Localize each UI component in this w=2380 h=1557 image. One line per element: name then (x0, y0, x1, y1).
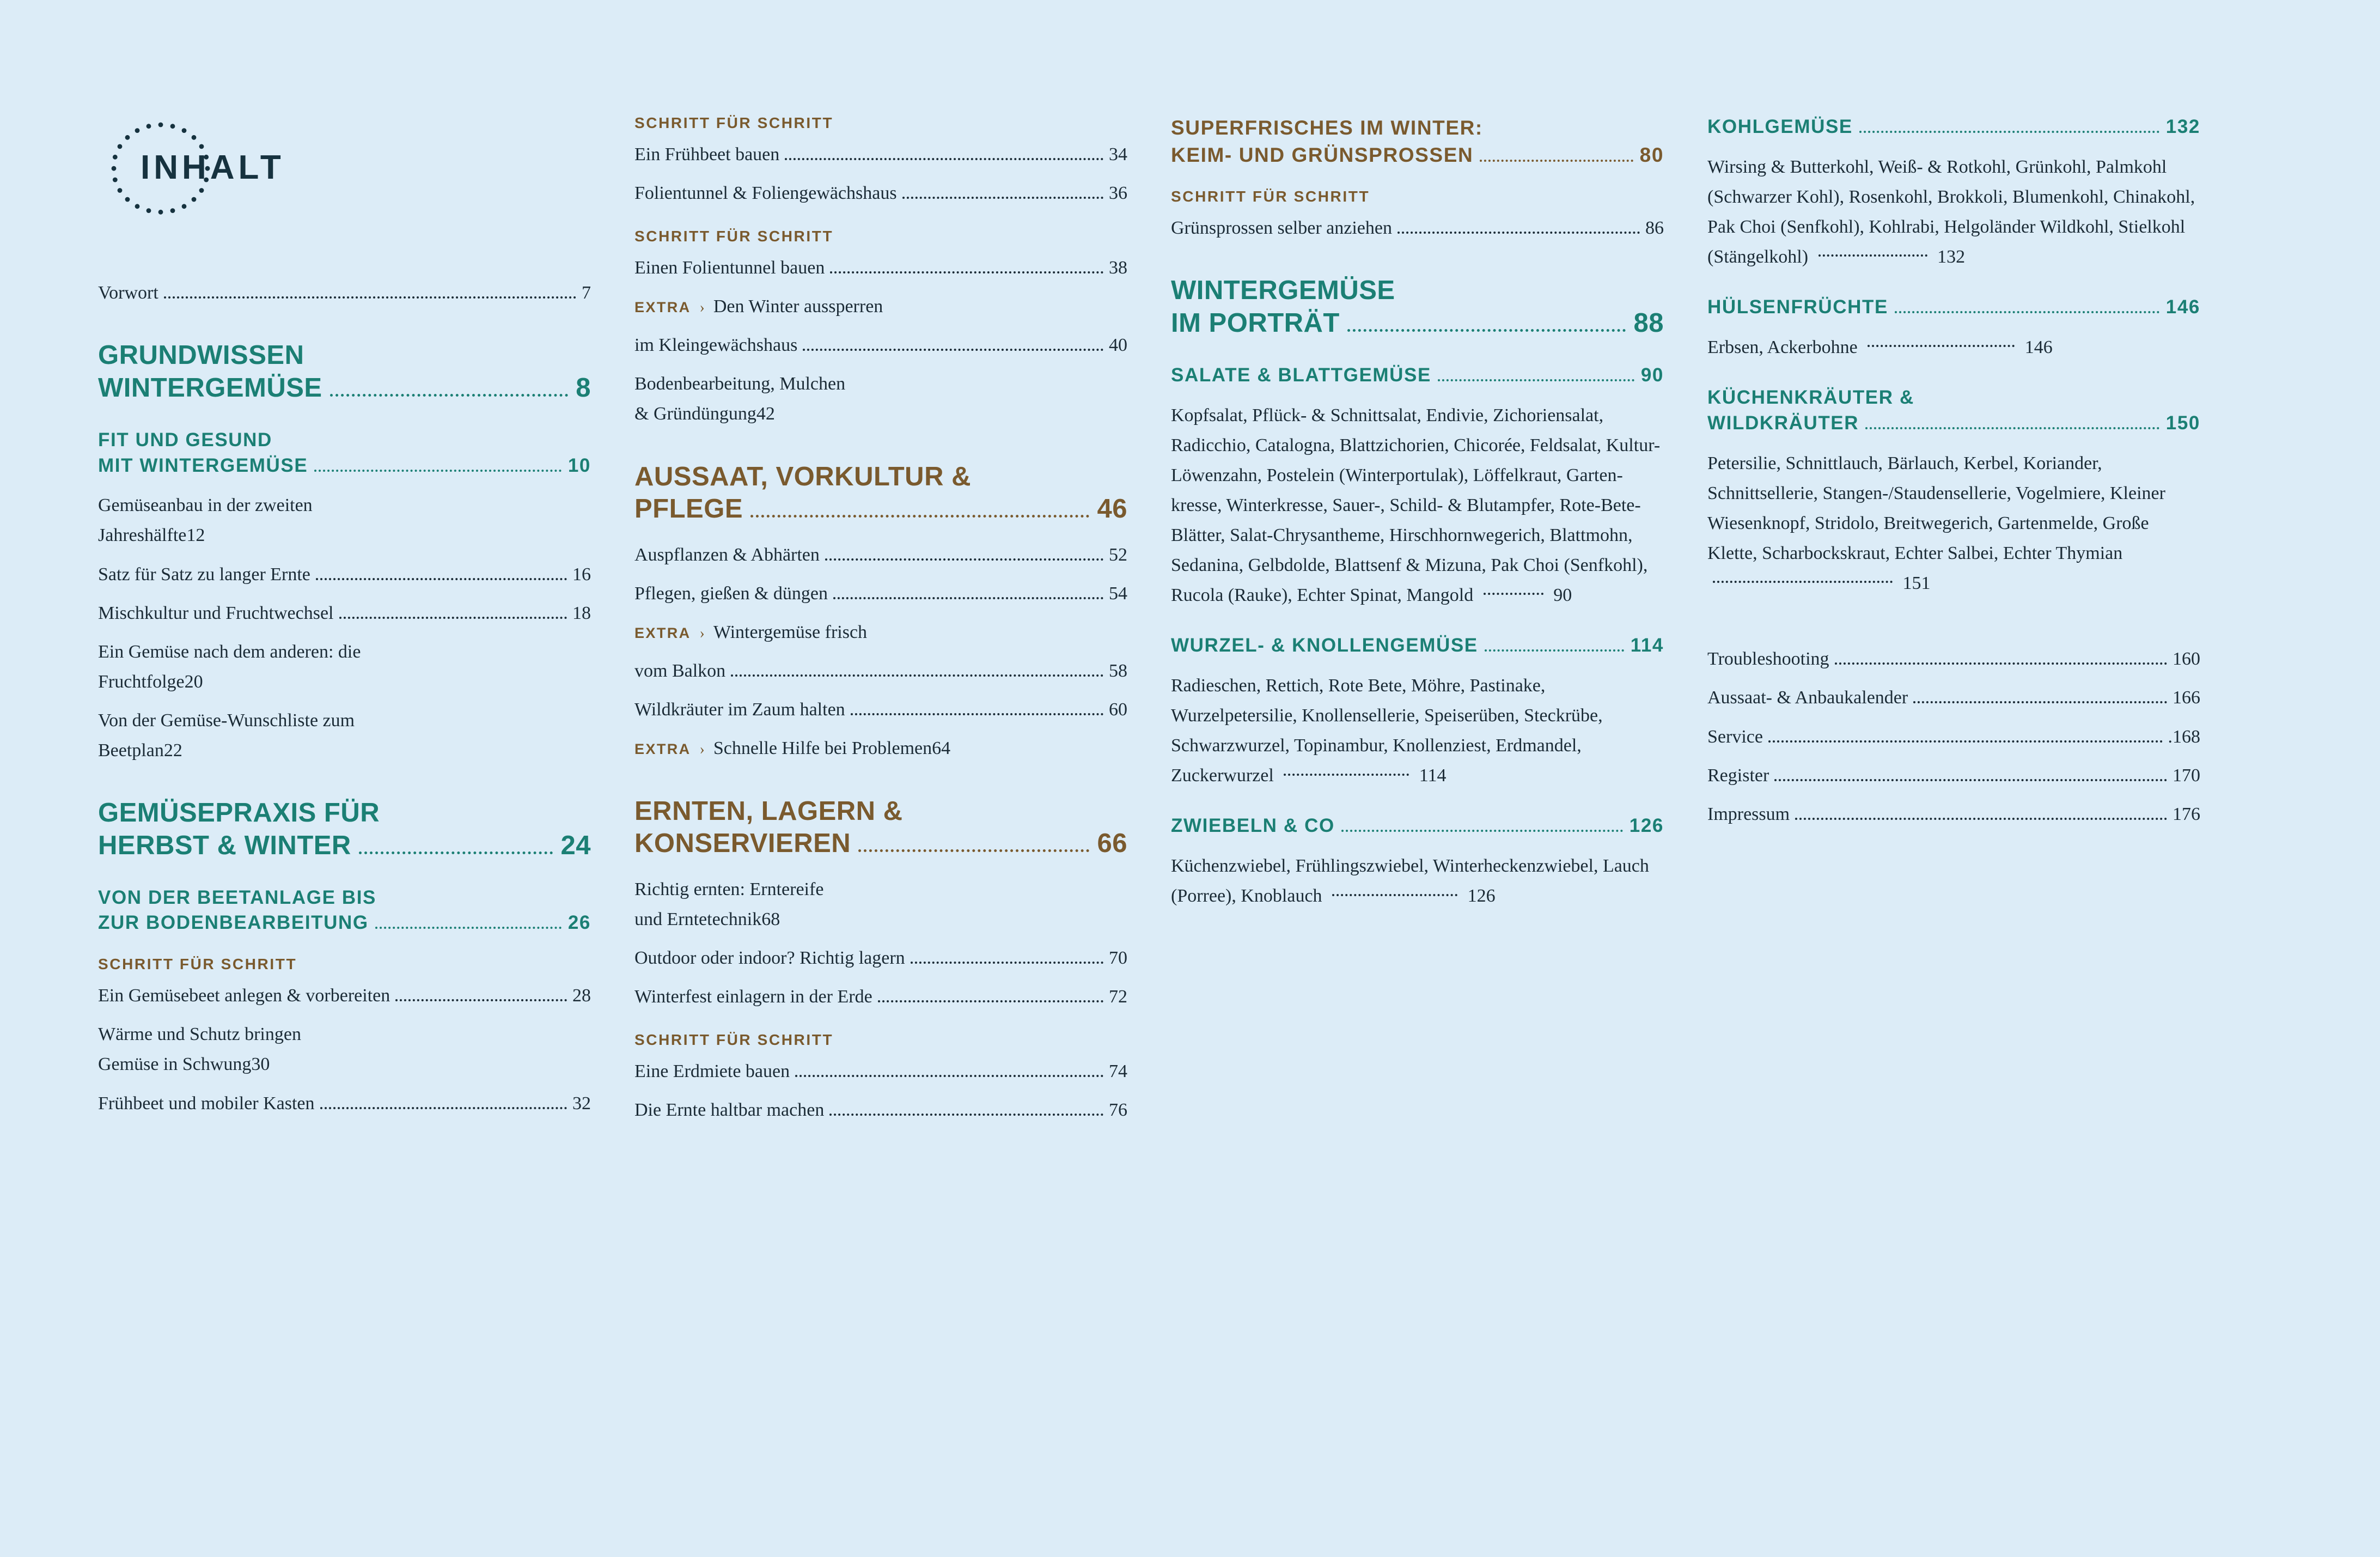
toc-entry-label: Outdoor oder indoor? Richtig lagern (634, 948, 905, 969)
leader-dots (1913, 701, 2167, 703)
heading-page: 146 (2165, 296, 2200, 318)
toc-entry-page: 86 (1645, 218, 1664, 239)
leader-dots (1284, 774, 1409, 776)
toc-list-page: 126 (1467, 886, 1496, 907)
toc-entry-label: Gemüse in Schwung (98, 1054, 252, 1075)
toc-entry-label: Die Ernte haltbar machen (634, 1100, 825, 1121)
toc-list-kohl (1707, 152, 2200, 272)
heading-line-1: WURZEL- & KNOLLENGEMÜSE (1171, 635, 1478, 656)
leader-dots (750, 514, 1089, 518)
toc-entry-pflegen-giessen-duengen[interactable] (634, 579, 1127, 609)
leader-dots (851, 713, 1103, 715)
leader-dots (1795, 817, 2167, 820)
toc-entry-outdoor-indoor[interactable] (634, 943, 1127, 973)
toc-column-1 (98, 114, 591, 1127)
toc-entry-page: 54 (1109, 583, 1127, 604)
leader-dots (1485, 649, 1624, 652)
toc-entry-vorwort[interactable] (98, 278, 591, 308)
toc-entry-satz-fuer-satz[interactable] (98, 559, 591, 589)
toc-list-text: Radieschen, Rettich, Rote Bete, Möhre, Pastinake, Wurzelpetersilie, Knollensellerie, Speiserüben, Steckrübe, Schwarzwurzel, Topinambur, Knollenziest, Erdmandel, Zuckerwurzel (1171, 676, 1603, 786)
heading-line-1: ERNTEN, LAGERN & (634, 796, 903, 826)
leader-dots (395, 999, 567, 1001)
toc-entry-label: Winterfest einlagern in der Erde (634, 987, 872, 1007)
leader-dots (1347, 329, 1626, 332)
leader-dots (825, 558, 1103, 561)
heading-line-1: SUPERFRISCHES IM WINTER: (1171, 117, 1483, 139)
toc-entry-beetplan[interactable] (98, 705, 591, 765)
heading-line-1: VON DER BEETANLAGE BIS (98, 886, 376, 908)
toc-entry-page: 58 (1109, 661, 1127, 682)
heading-page: 88 (1633, 308, 1664, 338)
leader-dots (1868, 345, 2015, 347)
toc-entry-page: 12 (186, 525, 205, 546)
heading-line-2: ZUR BODENBEARBEITUNG (98, 912, 369, 934)
chevron-right-icon: › (699, 299, 705, 317)
toc-entry-line-1: Bodenbearbeitung, Mulchen (634, 374, 846, 394)
leader-dots (829, 1113, 1103, 1116)
toc-entry-label: Pflegen, gießen & düngen (634, 583, 828, 604)
toc-entry-page: 16 (572, 564, 591, 585)
toc-entry-service[interactable] (1707, 722, 2200, 752)
toc-entry-line-1: Wintergemüse frisch (713, 622, 868, 643)
leader-dots (795, 1074, 1103, 1077)
toc-entry-label: Impressum (1707, 804, 1790, 824)
toc-entry-page: 22 (163, 740, 182, 761)
toc-entry-label: und Erntetechnik (634, 909, 762, 930)
heading-wintergemuese-im-portraet[interactable] (1171, 275, 1664, 340)
leader-dots (320, 1106, 567, 1109)
toc-entry-label: Wildkräuter im Zaum halten (634, 700, 845, 720)
toc-entry-label: Jahreshälfte (98, 525, 187, 546)
leader-dots (785, 157, 1103, 160)
toc-entry-bodenbearbeitung[interactable] (634, 369, 1127, 429)
heading-page: 80 (1639, 143, 1664, 166)
toc-entry-page: 68 (761, 909, 780, 930)
toc-entry-label: Auspflanzen & Abhärten (634, 545, 820, 565)
toc-entry-folientunnel-bauen[interactable] (634, 253, 1127, 283)
toc-entry-label: Fruchtfolge (98, 671, 185, 692)
toc-list-text: Kopfsalat, Pflück- & Schnittsalat, Endivie, Zichoriensalat, Radicchio, Catalogna, Blattzichorien, Chicorée, Feldsalat, Kultur-Löwenzahn, Postelein (Winterportulak), Löffelkraut, Garten-kresse, Winterkresse, Sauer-, Schild- & Blutampfer, Rote-Bete-Blätter, Salat-Chrysantheme, Hirschhornwegerich, Blattmohn, Sedanina, Gelbdolde, Blattsenf & Mizuna, Pak Choi (Senfkohl), Rucola (Rauke), Echter Spinat, Mangold (1171, 405, 1661, 606)
toc-entry-page: 7 (582, 283, 591, 303)
heading-kuechenkraeuter-wildkraeuter[interactable] (1707, 385, 2200, 436)
toc-entry-page: 74 (1109, 1061, 1127, 1082)
toc-entry-page: 76 (1109, 1100, 1127, 1121)
toc-entry-label: Einen Folientunnel bauen (634, 258, 825, 278)
leader-dots (830, 271, 1103, 273)
heading-line-2: MIT WINTERGEMÜSE (98, 454, 308, 476)
toc-entry-line-1: Von der Gemüse-Wunschliste zum (98, 710, 355, 731)
label-schritt-fuer-schritt: SCHRITT FÜR SCHRITT (634, 1031, 834, 1049)
toc-list-wurzel (1171, 671, 1664, 790)
toc-entry-winterfest-einlagern[interactable] (634, 982, 1127, 1012)
toc-entry-label: Beetplan (98, 740, 164, 761)
toc-entry-line-1: Wärme und Schutz bringen (98, 1024, 301, 1045)
heading-gemuesepraxis[interactable] (98, 797, 591, 862)
leader-dots (1774, 778, 2167, 781)
toc-entry-label: Grünsprossen selber anziehen (1171, 218, 1392, 239)
label-schritt-fuer-schritt: SCHRITT FÜR SCHRITT (98, 956, 297, 973)
toc-entry-label: Register (1707, 765, 1769, 786)
heading-grundwissen-wintergemuese[interactable] (98, 339, 591, 405)
toc-entry-label: Eine Erdmiete bauen (634, 1061, 790, 1082)
toc-entry-page: 34 (1109, 144, 1127, 165)
heading-wurzel-knollengemuese[interactable] (1171, 633, 1664, 659)
toc-list-page: 146 (2024, 337, 2053, 358)
toc-entry-page: 42 (756, 404, 775, 424)
chevron-right-icon: › (699, 741, 705, 758)
heading-line-1: SALATE & BLATTGEMÜSE (1171, 364, 1431, 386)
toc-entry-troubleshooting[interactable] (1707, 644, 2200, 674)
toc-entry-page: .168 (2168, 726, 2200, 747)
heading-ernten-lagern-konservieren[interactable] (634, 795, 1127, 861)
heading-zwiebeln-und-co[interactable] (1171, 813, 1664, 839)
toc-columns (98, 114, 2282, 1134)
toc-entry-label: Vorwort (98, 283, 158, 303)
toc-entry-line-1: Ein Gemüse nach dem anderen: die (98, 641, 361, 662)
label-extra: EXTRA (634, 299, 691, 316)
section-spacer (1707, 606, 2200, 644)
toc-entry-fruchtfolge[interactable] (98, 637, 591, 697)
toc-entry-label: Service (1707, 726, 1763, 747)
heading-line-1: GEMÜSEPRAXIS FÜR (98, 798, 380, 828)
heading-salate-blattgemuese[interactable] (1171, 363, 1664, 388)
toc-list-kraeuter (1707, 448, 2200, 598)
toc-list-text: Küchenzwiebel, Frühlingszwiebel, Winterheckenzwiebel, Lauch (Porree), Knoblauch (1171, 856, 1649, 907)
toc-entry-label: Troubleshooting (1707, 649, 1829, 670)
heading-von-der-beetanlage[interactable] (98, 885, 591, 936)
leader-dots (1859, 130, 2159, 133)
toc-entry-line-1: Richtig ernten: Erntereife (634, 879, 824, 900)
toc-entry-fruehbeet-mobiler-kasten[interactable] (98, 1088, 591, 1118)
toc-entry-page: 40 (1109, 335, 1127, 356)
heading-line-2: WINTERGEMÜSE (98, 373, 322, 403)
leader-dots (1713, 581, 1893, 583)
toc-entry-label: im Kleingewächshaus (634, 335, 798, 356)
heading-fit-und-gesund[interactable] (98, 428, 591, 479)
leader-dots (330, 393, 569, 397)
heading-line-1: KÜCHENKRÄUTER & (1707, 387, 1914, 409)
heading-page: 66 (1097, 829, 1127, 859)
heading-page: 8 (576, 373, 591, 403)
toc-entry-page: 166 (2172, 688, 2200, 708)
toc-entry-mischkultur[interactable] (98, 598, 591, 628)
heading-superfrisches-im-winter[interactable] (1171, 114, 1664, 168)
toc-list-text: Wirsing & Butterkohl, Weiß- & Rotkohl, Grünkohl, Palmkohl (Schwarzer Kohl), Rosenkohl, Brokkoli, Blumenkohl, Chinakohl, Pak Choi (Senfkohl), Kohlrabi, Helgoländer Wildkohl, Stielkohl (Stängelkohl) (1707, 156, 2195, 267)
toc-entry-gemuesebeet-anlegen[interactable] (98, 981, 591, 1011)
toc-entry-label: Frühbeet und mobiler Kasten (98, 1093, 315, 1114)
toc-entry-label: vom Balkon (634, 661, 726, 682)
toc-entry-line-1: Den Winter aussperren (713, 296, 883, 317)
toc-entry-extra-wintergemuese-balkon[interactable] (634, 617, 1127, 686)
leader-dots (878, 1000, 1103, 1002)
toc-entry-label: Folientunnel & Foliengewächshaus (634, 183, 897, 204)
leader-dots (858, 849, 1089, 852)
toc-entry-register[interactable] (1707, 761, 2200, 790)
label-extra: EXTRA (634, 741, 691, 758)
heading-line-2: KEIM- UND GRÜNSPROSSEN (1171, 143, 1474, 166)
page-title: INHALT (141, 149, 285, 186)
heading-page: 46 (1097, 494, 1127, 524)
leader-dots (314, 469, 562, 472)
inhalt-logo (98, 114, 591, 240)
toc-column-2 (634, 114, 1127, 1134)
heading-line-1: GRUNDWISSEN (98, 340, 304, 370)
heading-page: 114 (1630, 635, 1664, 656)
heading-line-1: WINTERGEMÜSE (1171, 276, 1395, 306)
leader-dots (375, 926, 562, 929)
leader-dots (902, 196, 1103, 199)
toc-list-huelsenfruechte (1707, 332, 2200, 362)
toc-list-salate (1171, 400, 1664, 611)
toc-list-page: 90 (1553, 585, 1572, 606)
toc-entry-page: 170 (2172, 765, 2200, 786)
heading-page: 90 (1640, 364, 1664, 386)
heading-line-2: PFLEGE (634, 494, 743, 524)
heading-line-1: AUSSAAT, VORKULTUR & (634, 461, 971, 491)
toc-entry-page: 72 (1109, 987, 1127, 1007)
toc-entry-page: 52 (1109, 545, 1127, 565)
toc-list-text: Erbsen, Ackerbohne (1707, 337, 1858, 358)
heading-line-1: HÜLSENFRÜCHTE (1707, 296, 1888, 318)
heading-page: 26 (567, 912, 591, 934)
label-schritt-fuer-schritt: SCHRITT FÜR SCHRITT (1171, 188, 1370, 205)
toc-entry-label: Ein Frühbeet bauen (634, 144, 780, 165)
toc-entry-extra-winter-aussperren[interactable] (634, 291, 1127, 360)
heading-kohlgemuese[interactable] (1707, 114, 2200, 140)
leader-dots (1835, 662, 2167, 665)
heading-page: 10 (567, 454, 591, 476)
toc-entry-label: Satz für Satz zu langer Ernte (98, 564, 310, 585)
toc-entry-wildkraeuter-zaum[interactable] (634, 695, 1127, 725)
toc-column-4 (1707, 114, 2200, 838)
heading-page: 126 (1629, 815, 1664, 837)
leader-dots (1398, 231, 1640, 234)
toc-entry-label: Mischkultur und Fruchtwechsel (98, 603, 334, 623)
toc-entry-waerme-und-schutz[interactable] (98, 1019, 591, 1079)
heading-page: 132 (2165, 116, 2200, 137)
toc-entry-label: Schnelle Hilfe bei Problemen (713, 738, 932, 759)
leader-dots (803, 348, 1103, 351)
leader-dots (1438, 379, 1634, 381)
label-schritt-fuer-schritt: SCHRITT FÜR SCHRITT (634, 228, 834, 245)
toc-list-zwiebeln (1171, 851, 1664, 911)
heading-huelsenfruechte[interactable] (1707, 295, 2200, 320)
toc-entry-ernte-haltbar-machen[interactable] (634, 1095, 1127, 1125)
chevron-right-icon: › (699, 625, 705, 642)
toc-entry-page: 64 (932, 738, 951, 759)
toc-entry-page: 176 (2172, 804, 2200, 824)
heading-page: 150 (2165, 412, 2200, 434)
heading-line-2: IM PORTRÄT (1171, 308, 1340, 338)
toc-list-page: 151 (1902, 573, 1931, 594)
heading-line-2: HERBST & WINTER (98, 830, 351, 860)
toc-entry-folientunnel-gewaechshaus[interactable] (634, 178, 1127, 208)
toc-entry-erdmiete-bauen[interactable] (634, 1056, 1127, 1086)
leader-dots (1895, 311, 2159, 313)
leader-dots (1480, 159, 1633, 162)
leader-dots (1768, 740, 2163, 743)
toc-entry-impressum[interactable] (1707, 799, 2200, 829)
leader-dots (1341, 829, 1623, 832)
toc-entry-page: 18 (572, 603, 591, 623)
toc-entry-page: 28 (572, 986, 591, 1006)
toc-entry-page: 32 (572, 1093, 591, 1114)
leader-dots (359, 851, 553, 854)
toc-entry-gemueseanbau[interactable] (98, 490, 591, 550)
label-extra: EXTRA (634, 625, 691, 642)
heading-line-2: KONSERVIEREN (634, 829, 851, 859)
leader-dots (1818, 254, 1927, 257)
toc-list-text: Petersilie, Schnittlauch, Bärlauch, Kerbel, Koriander, Schnittsellerie, Stangen-/Staudensellerie, Vogelmiere, Kleiner Wiesenknopf, Stridolo, Breitwegerich, Gartenmelde, Große Klette, Scharbockskraut, Echter Salbei, Echter Thymian (1707, 453, 2165, 564)
leader-dots (1484, 593, 1543, 595)
toc-entry-page: 20 (184, 671, 203, 692)
toc-entry-fruehbeet-bauen[interactable] (634, 139, 1127, 169)
heading-page: 24 (560, 830, 591, 860)
leader-dots (339, 616, 567, 619)
toc-entry-page: 30 (251, 1054, 270, 1075)
toc-entry-richtig-ernten[interactable] (634, 874, 1127, 934)
toc-entry-label: Ein Gemüsebeet anlegen & vorbereiten (98, 986, 390, 1006)
leader-dots (164, 296, 576, 299)
toc-entry-aussaat-anbaukalender[interactable] (1707, 683, 2200, 713)
toc-entry-page: 60 (1109, 700, 1127, 720)
heading-aussaat-vorkultur-pflege[interactable] (634, 461, 1127, 526)
toc-entry-auspflanzen-abhaerten[interactable] (634, 540, 1127, 570)
leader-dots (316, 577, 567, 580)
toc-entry-page: 160 (2172, 649, 2200, 670)
heading-line-2: WILDKRÄUTER (1707, 412, 1859, 434)
leader-dots (911, 961, 1103, 964)
leader-dots (833, 597, 1103, 599)
toc-entry-label: Aussaat- & Anbaukalender (1707, 688, 1908, 708)
heading-line-1: ZWIEBELN & CO (1171, 815, 1335, 837)
toc-list-page: 132 (1937, 247, 1966, 267)
leader-dots (1332, 894, 1457, 896)
toc-entry-line-1: Gemüseanbau in der zweiten (98, 495, 313, 516)
toc-list-page: 114 (1419, 765, 1447, 786)
label-schritt-fuer-schritt: SCHRITT FÜR SCHRITT (634, 114, 834, 131)
toc-entry-label: & Gründüngung (634, 404, 756, 424)
leader-dots (1865, 427, 2159, 429)
leader-dots (731, 674, 1103, 677)
toc-column-3 (1171, 114, 1664, 919)
heading-line-1: KOHLGEMÜSE (1707, 116, 1853, 137)
toc-entry-gruensprossen-anziehen[interactable] (1171, 213, 1664, 243)
heading-line-1: FIT UND GESUND (98, 429, 272, 451)
toc-entry-page: 38 (1109, 258, 1127, 278)
toc-entry-page: 70 (1109, 948, 1127, 969)
toc-entry-page: 36 (1109, 183, 1127, 204)
toc-entry-extra-schnelle-hilfe[interactable] (634, 733, 1127, 763)
